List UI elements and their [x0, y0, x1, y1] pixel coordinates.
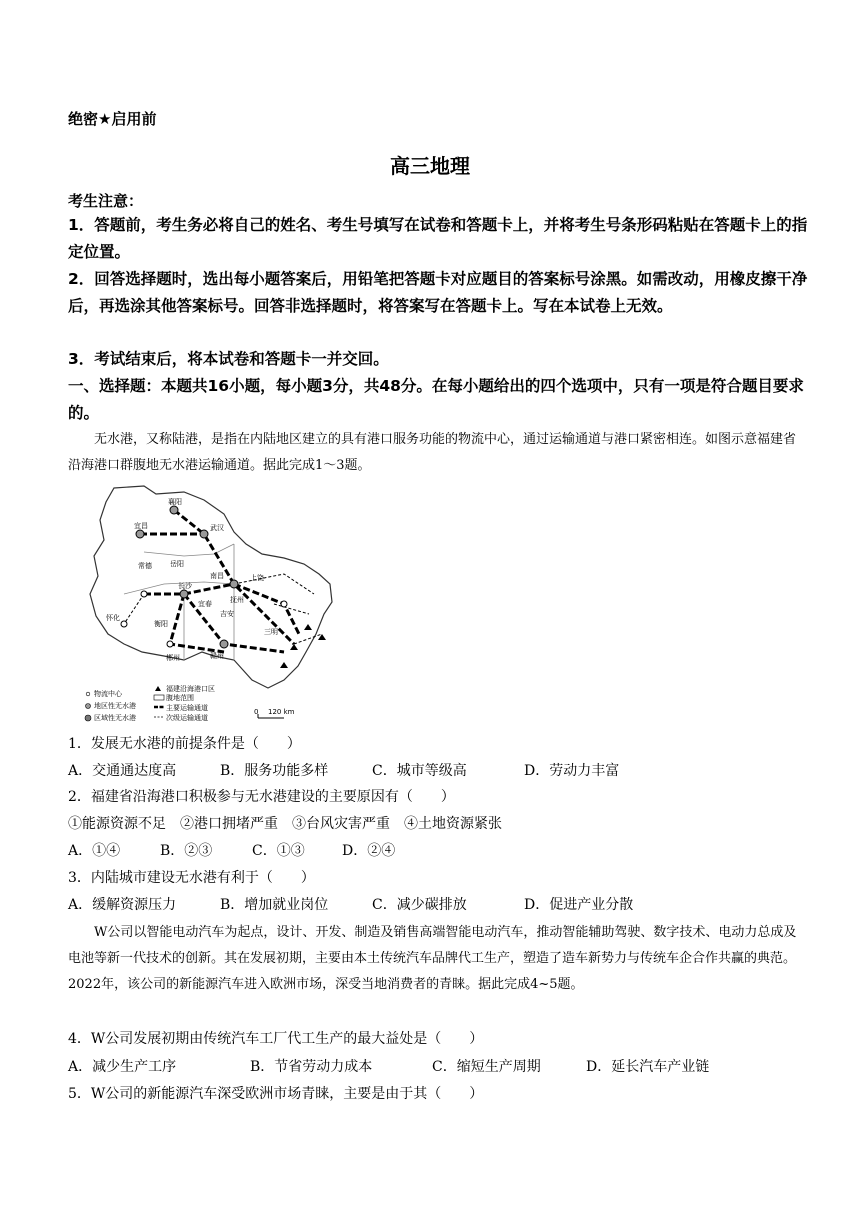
legend-secondary-channel: 次级运输通道	[166, 714, 208, 722]
option[interactable]: C．减少碳排放	[372, 897, 467, 913]
question-4-stem: 4．W公司发展初期由传统汽车工厂代工生产的最大益处是（ ）	[68, 1031, 484, 1047]
scale-km: 120 km	[268, 708, 295, 716]
transport-map	[84, 484, 336, 728]
question-2-stem: 2．福建省沿海港口积极参与无水港建设的主要原因有（ ）	[68, 789, 455, 805]
city-label: 怀化	[106, 614, 120, 622]
passage-2: W公司以智能电动汽车为起点，设计、开发、制造及销售高端智能电动汽车，推动智能辅助驾驶、数字技术、电动力总成及电池等新一代技术的创新。其在发展初期，主要由本土传统汽车品牌代工生产，塑造了造车新势力与传统车企合作共赢的典范。2022年，该公司的新能源汽车进入欧洲市场，深受当地消费者的青睐。据此完成4~5题。	[68, 925, 797, 992]
secret-label: 绝密★启用前	[68, 110, 157, 128]
option[interactable]: D．促进产业分散	[524, 897, 634, 913]
city-label: 郴州	[166, 654, 180, 662]
option[interactable]: A．减少生产工序	[68, 1059, 177, 1075]
legend-main-channel: 主要运输通道	[166, 704, 208, 712]
city-label: 三明	[264, 628, 278, 636]
option[interactable]: A．缓解资源压力	[68, 897, 177, 913]
question-3-stem: 3．内陆城市建设无水港有利于（ ）	[68, 870, 315, 886]
notice-item-1: 1．答题前，考生务必将自己的姓名、考生号填写在试卷和答题卡上，并将考生号条形码粘贴在答题卡上的指定位置。	[68, 216, 808, 261]
question-2-statements: ①能源资源不足 ②港口拥堵严重 ③台风灾害严重 ④土地资源紧张	[68, 816, 502, 832]
legend-fujian-port: 福建沿海港口区	[166, 685, 215, 693]
section-heading: 一、选择题：本题共16小题，每小题3分，共48分。在每小题给出的四个选项中，只有一项是符合题目要求的。	[68, 377, 804, 422]
question-5-stem: 5．W公司的新能源汽车深受欧洲市场青睐，主要是由于其（ ）	[68, 1086, 484, 1102]
option[interactable]: D．劳动力丰富	[524, 763, 620, 779]
city-label: 常德	[138, 562, 152, 570]
legend-regional-port: 地区性无水港	[94, 702, 136, 710]
option[interactable]: C．①③	[252, 843, 305, 859]
city-label: 抚州	[230, 596, 244, 604]
option[interactable]: A．①④	[68, 843, 121, 859]
option[interactable]: D．延长汽车产业链	[586, 1059, 710, 1075]
city-label: 上饶	[250, 574, 264, 582]
city-label: 宜春	[198, 600, 212, 608]
city-label: 岳阳	[170, 560, 184, 568]
option[interactable]: D．②④	[342, 843, 396, 859]
legend-logistics: 物流中心	[94, 690, 122, 698]
option[interactable]: B．②③	[160, 843, 213, 859]
city-label: 武汉	[210, 524, 224, 532]
notice-heading: 考生注意：	[68, 192, 144, 210]
question-1-stem: 1．发展无水港的前提条件是（ ）	[68, 736, 301, 752]
passage-1: 无水港，又称陆港，是指在内陆地区建立的具有港口服务功能的物流中心，通过运输通道与港口紧密相连。如图示意福建省沿海港口群腹地无水港运输通道。据此完成1～3题。	[68, 432, 797, 473]
notice-item-3: 3．考试结束后，将本试卷和答题卡一并交回。	[68, 350, 389, 368]
option[interactable]: B．增加就业岗位	[220, 897, 329, 913]
map-svg	[84, 484, 336, 728]
question-3-options	[0, 894, 860, 916]
city-label: 宜昌	[134, 522, 148, 530]
city-label: 吉安	[220, 610, 234, 618]
scale-zero: 0	[254, 708, 259, 716]
option[interactable]: B．服务功能多样	[220, 763, 329, 779]
legend-area-port: 区域性无水港	[94, 714, 136, 722]
question-2-options	[0, 840, 860, 862]
city-label: 赣州	[210, 652, 224, 660]
city-label: 襄阳	[168, 498, 182, 506]
notice-item-2: 2．回答选择题时，选出每小题答案后，用铅笔把答题卡对应题目的答案标号涂黑。如需改动，用橡皮擦干净后，再选涂其他答案标号。回答非选择题时，将答案写在答题卡上。写在本试卷上无效。	[68, 270, 808, 315]
option[interactable]: B．节省劳动力成本	[250, 1059, 373, 1075]
option[interactable]: C．城市等级高	[372, 763, 467, 779]
option[interactable]: A．交通通达度高	[68, 763, 177, 779]
question-1-options	[0, 760, 860, 782]
city-label: 长沙	[178, 582, 192, 590]
city-label: 南昌	[210, 572, 224, 580]
page-title: 高三地理	[390, 154, 470, 178]
legend-hinterland: 腹地范围	[166, 694, 194, 702]
city-label: 衡阳	[154, 620, 168, 628]
option[interactable]: C．缩短生产周期	[432, 1059, 541, 1075]
question-4-options	[0, 1056, 860, 1078]
